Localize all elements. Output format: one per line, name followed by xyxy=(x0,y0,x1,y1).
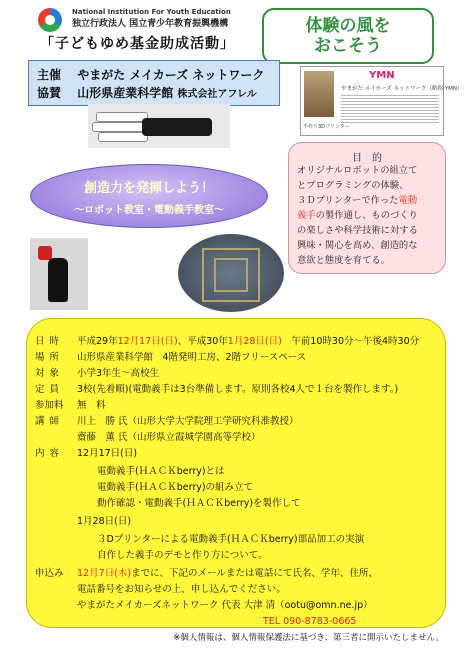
ymn-card xyxy=(300,66,463,136)
purpose-box xyxy=(288,142,446,274)
apply-line-1: 12月7日(木)までに、下記のメールまたは電話にて氏名、学年、住所、 xyxy=(77,568,378,579)
support-name: 山形県産業科学館 xyxy=(77,86,174,100)
3d-printer-photo xyxy=(178,234,284,312)
purpose-title: 目 的 xyxy=(352,153,382,164)
ymn-description xyxy=(341,93,439,123)
fee-value: 無 料 xyxy=(77,400,106,411)
printer-frame xyxy=(214,258,248,292)
capacity-value: 3校(先着順)(電動義手は3台準備します。原則各校4人で１台を製作します。) xyxy=(77,384,399,395)
lecturer-label: 講師 xyxy=(35,416,65,427)
arm-finger xyxy=(98,132,148,142)
headline-main: 創造力を発揮しよう！ xyxy=(83,181,214,196)
place-label: 場所 xyxy=(35,352,65,363)
purpose-line: 義手の製作通し、ものづくり xyxy=(297,210,418,221)
content-day-1: 12月17日(日) xyxy=(77,448,138,459)
lecturer-1: 川上 勝 氏（山形大学大学院理工学研究科准教授） xyxy=(77,416,299,427)
date-label: 日時 xyxy=(35,336,65,347)
apply-label: 申込み xyxy=(35,568,64,579)
hand-photo-part xyxy=(48,258,68,302)
apply-deadline: 12月7日(木) xyxy=(77,568,132,579)
content-label: 内容 xyxy=(35,448,65,459)
capacity-label: 定員 xyxy=(35,384,65,395)
organizer-box xyxy=(28,60,280,106)
purpose-line: の楽しさや科学技術に対する xyxy=(297,225,418,236)
content-item: 電動義手(ＨＡＣＫberry)の組み立て xyxy=(97,482,254,493)
slogan-line-1: 体験の風を xyxy=(305,16,391,36)
ymn-caption: 手作り3Dプリンター xyxy=(303,124,350,130)
headline-oval xyxy=(30,164,268,228)
purpose-line: ３Ｄプリンターで作った電動 xyxy=(297,195,418,206)
apply-line-2: 電話番号をお知らせの上、申し込んでください。 xyxy=(77,584,286,595)
arm-finger xyxy=(92,122,148,132)
contact-tel: TEL 090-8783-0665 xyxy=(263,616,357,627)
host-name: やまがた メイカーズ ネットワーク xyxy=(77,68,265,82)
target-label: 対象 xyxy=(35,368,65,379)
slogan-badge xyxy=(262,8,434,64)
place-value: 山形県産業科学館 4階発明工房、2階フリースペース xyxy=(77,352,307,363)
support-line xyxy=(37,84,257,101)
event-info-box xyxy=(26,318,446,628)
purpose-line: 意欲と態度を育てる。 xyxy=(297,255,390,266)
date-value: 平成29年12月17日(日)、平成30年1月28日(日) 午前10時30分～午後4時30分 xyxy=(77,336,420,347)
privacy-note: ※個人情報は、個人情報保護法に基づき、第三者に開示いたしません。 xyxy=(173,633,444,643)
institution-name-en: National Institution For Youth Education xyxy=(72,8,231,16)
prosthetic-arm-photo xyxy=(88,104,230,148)
content-item: ３Dプリンターによる電動義手(ＨＡＣＫberry)部品加工の実演 xyxy=(97,534,365,545)
slogan-line-2: おこそう xyxy=(314,36,382,56)
purpose-body xyxy=(297,163,439,268)
arm-finger xyxy=(96,112,148,122)
purpose-line: 興味・関心を高め、創造的な xyxy=(297,240,418,251)
fee-label: 参加料 xyxy=(35,400,64,411)
support-label: 協賛 xyxy=(37,86,62,100)
lecturer-2: 齋藤 薫 氏（山形県立霞城学園高等学校） xyxy=(77,432,261,443)
hand-photo xyxy=(30,238,88,310)
content-item: 動作確認・電動義手(ＨＡＣＫberry)を製作して xyxy=(97,498,301,509)
host-line xyxy=(37,66,264,83)
support-company: 株式会社アフレル xyxy=(177,89,257,100)
arm-socket xyxy=(142,118,212,136)
institution-logo xyxy=(38,8,62,32)
content-item: 自作した義手のデモと作り方について。 xyxy=(97,550,268,561)
purpose-line: オリジナルロボットの組立て xyxy=(297,165,418,176)
target-value: 小学3年生～高校生 xyxy=(77,368,160,379)
content-item: 電動義手(ＨＡＣＫberry)とは xyxy=(97,466,225,477)
fund-title: 「子どもゆめ基金助成活動」 xyxy=(40,36,235,52)
content-day-2: 1月28日(日) xyxy=(77,516,132,527)
host-label: 主催 xyxy=(37,68,62,82)
headline-sub: ～ロボット教室・電動義手教室～ xyxy=(74,205,224,216)
purpose-line: とプログラミングの体験、 xyxy=(297,180,409,191)
ymn-logo: YMN xyxy=(369,70,395,81)
ymn-title: やまがた メイカーズ ネットワーク（略称:YMN） xyxy=(341,86,463,92)
institution-name-jp: 独立行政法人 国立青少年教育振興機構 xyxy=(72,19,229,29)
printer-photo xyxy=(304,71,334,117)
apply-line-3: やまがたメイカーズネットワーク 代表 大津 清（ootu@omn.ne.jp） xyxy=(77,600,373,611)
